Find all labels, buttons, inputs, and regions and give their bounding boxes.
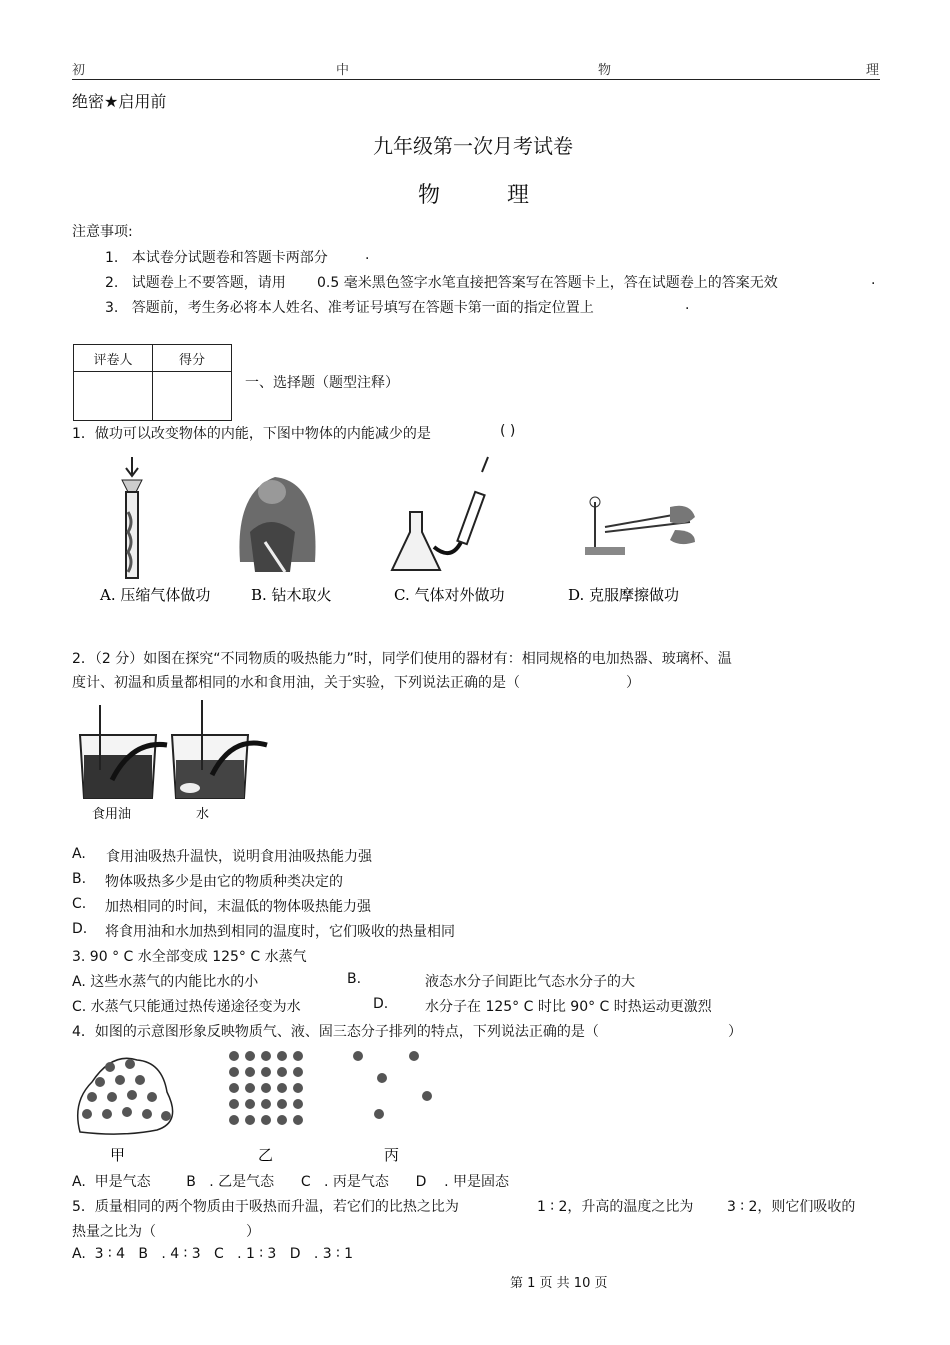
question-5-line-1c: 3 ∶ 2，则它们吸收的 [727, 1199, 856, 1215]
score-table [73, 344, 232, 421]
question-1-stem: 1．做功可以改变物体的内能，下图中物体的内能减少的是 [72, 426, 431, 442]
header-char: 物 [598, 63, 612, 78]
compression-tube-illustration [122, 457, 142, 578]
notice-number: 2. [105, 275, 119, 291]
subject-char-a: 物 [418, 183, 441, 208]
option-d: 水分子在 125° C 时比 90° C 时热运动更激烈 [425, 999, 712, 1015]
header-rule [72, 79, 880, 80]
option-key: C. [72, 896, 87, 912]
figure-label: 丙 [384, 1146, 400, 1164]
question-1-figure [90, 452, 730, 612]
page-footer: 第 1 页 共 10 页 [510, 1276, 608, 1291]
question-2-line-1: 2．（2 分）如图在探究“不同物质的吸热能力”时，同学们使用的器材有：相同规格的电加热器、玻璃杯、温 [72, 651, 732, 667]
score-table-header-score: 得分 [153, 345, 232, 372]
option-key: D. [373, 996, 389, 1012]
notice-item-2 [105, 272, 876, 292]
score-table-cell [153, 372, 232, 421]
oil-beaker-illustration [80, 705, 167, 798]
question-2-figure [72, 700, 272, 825]
notice-text: 本试卷分试题卷和答题卡两部分 [131, 250, 328, 266]
answer-paren-close: ） [626, 675, 640, 691]
notice-text-mid: 0.5 毫米黑色签字水笔直接把答案写在答题卡上，答在试题卷上的答案无效 [317, 275, 778, 291]
exam-title: 九年级第一次月考试卷 [373, 134, 573, 158]
option-a [72, 846, 372, 865]
secret-mark: 绝密★启用前 [72, 92, 167, 111]
question-2-line-2: 度计、初温和质量都相同的水和食用油，关于实验，下列说法正确的是（ [72, 675, 520, 691]
notice-text: 答题前，考生务必将本人姓名、准考证号填写在答题卡第一面的指定位置上 [131, 300, 594, 316]
header-char: 中 [336, 63, 350, 78]
figure-label: A. 压缩气体做功 [100, 586, 211, 604]
option-text: 食用油吸热升温快，说明食用油吸热能力强 [106, 849, 372, 865]
option-text: 将食用油和水加热到相同的温度时，它们吸收的热量相同 [105, 924, 455, 940]
notice-end: . [871, 272, 876, 288]
option-b: 液态水分子间距比气态水分子的大 [425, 974, 635, 990]
figure-label: D. 克服摩擦做功 [568, 586, 680, 604]
figure-label: B. 钻木取火 [251, 586, 332, 604]
score-table-cell [74, 372, 153, 421]
question-4-options: A. 甲是气态 B . 乙是气态 C . 丙是气态 D . 甲是固态 [72, 1174, 510, 1190]
answer-paren-close: ） [728, 1024, 742, 1040]
gas-molecules-illustration [353, 1051, 432, 1119]
score-table-header-grader: 评卷人 [74, 345, 153, 372]
answer-paren: ( ) [500, 423, 516, 439]
option-b [72, 871, 343, 890]
figure-label: 乙 [258, 1146, 274, 1164]
option-c: C. 水蒸气只能通过热传递途径变为水 [72, 999, 301, 1015]
question-4-stem: 4．如图的示意图形象反映物质气、液、固三态分子排列的特点，下列说法正确的是（ [72, 1024, 599, 1040]
option-d [72, 921, 455, 940]
solid-molecules-illustration [229, 1051, 303, 1125]
question-3-stem: 3. 90 ° C 水全部变成 125° C 水蒸气 [72, 949, 307, 965]
notice-heading: 注意事项: [72, 224, 133, 240]
question-5-line-1b: 1 ∶ 2，升高的温度之比为 [537, 1199, 694, 1215]
header-char: 初 [72, 63, 86, 78]
notice-number: 3. [105, 300, 119, 316]
notice-end: . [365, 247, 370, 263]
question-5-options: A. 3 ∶ 4 B . 4 ∶ 3 C . 1 ∶ 3 D . 3 ∶ 1 [72, 1246, 354, 1262]
option-text: 加热相同的时间，末温低的物体吸热能力强 [105, 899, 371, 915]
figure-label: 甲 [110, 1146, 126, 1164]
option-key: D. [72, 921, 88, 937]
answer-paren-close: ） [246, 1224, 260, 1240]
figure-label: C. 气体对外做功 [394, 586, 505, 604]
notice-item-3 [105, 297, 690, 317]
water-beaker-illustration [172, 700, 267, 798]
figure-label: 食用油 [92, 807, 132, 822]
option-key: B. [347, 971, 362, 987]
notice-end: . [685, 297, 690, 313]
notice-text: 试题卷上不要答题，请用 [131, 275, 286, 291]
flask-syringe-illustration [392, 457, 488, 570]
header-char: 理 [866, 63, 880, 78]
question-5-line-1a: 5．质量相同的两个物质由于吸热而升温，若它们的比热之比为 [72, 1199, 459, 1215]
friction-apparatus-illustration [585, 497, 695, 555]
liquid-molecules-illustration [78, 1058, 173, 1134]
option-text: 物体吸热多少是由它的物质种类决定的 [105, 874, 343, 890]
option-key: B. [72, 871, 87, 887]
notice-number: 1. [105, 250, 119, 266]
option-key: A. [72, 846, 86, 862]
figure-label: 水 [196, 807, 210, 822]
notice-item-1 [105, 247, 370, 267]
subject-char-b: 理 [507, 183, 530, 208]
drilling-wood-illustration [239, 477, 315, 572]
question-5-line-2: 热量之比为（ [72, 1224, 156, 1240]
option-c [72, 896, 371, 915]
section-heading: 一、选择题（题型注释） [245, 375, 399, 391]
option-a: A. 这些水蒸气的内能比水的小 [72, 974, 259, 990]
question-4-figure [72, 1042, 452, 1167]
